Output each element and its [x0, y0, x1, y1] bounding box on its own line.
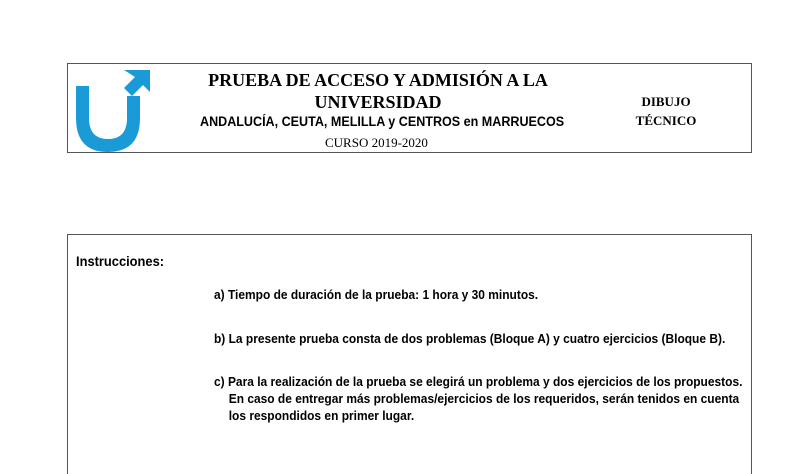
instruction-item-c-line1: c) Para la realización de la prueba se elegirá un problema y dos ejercicios de los propuestos. — [214, 374, 743, 389]
instruction-item-b: b) La presente prueba consta de dos problemas (Bloque A) y cuatro ejercicios (Bloque B). — [214, 331, 726, 346]
exam-title-line1: PRUEBA DE ACCESO Y ADMISIÓN A LA — [208, 70, 548, 90]
exam-header — [67, 63, 752, 153]
exam-title-line2: UNIVERSIDAD — [314, 92, 442, 112]
exam-subject-line2: TÉCNICO — [635, 113, 697, 128]
instruction-item-c-line2: En caso de entregar más problemas/ejercicios de los requeridos, serán tenidos en cuenta — [228, 391, 740, 406]
instructions-title: Instrucciones: — [76, 253, 165, 269]
instruction-item-c-line3: los respondidos en primer lugar. — [228, 408, 415, 423]
exam-subject-line1: DIBUJO — [641, 94, 691, 109]
instruction-item-c — [214, 373, 742, 424]
exam-region: ANDALUCÍA, CEUTA, MELILLA y CENTROS en MARRUECOS — [200, 114, 565, 129]
instructions-box — [67, 234, 752, 474]
exam-subject — [616, 92, 716, 130]
university-logo — [72, 66, 152, 154]
exam-title — [178, 69, 578, 113]
exam-course-year: CURSO 2019-2020 — [325, 135, 428, 150]
instruction-item-a: a) Tiempo de duración de la prueba: 1 hora y 30 minutos. — [214, 287, 539, 302]
